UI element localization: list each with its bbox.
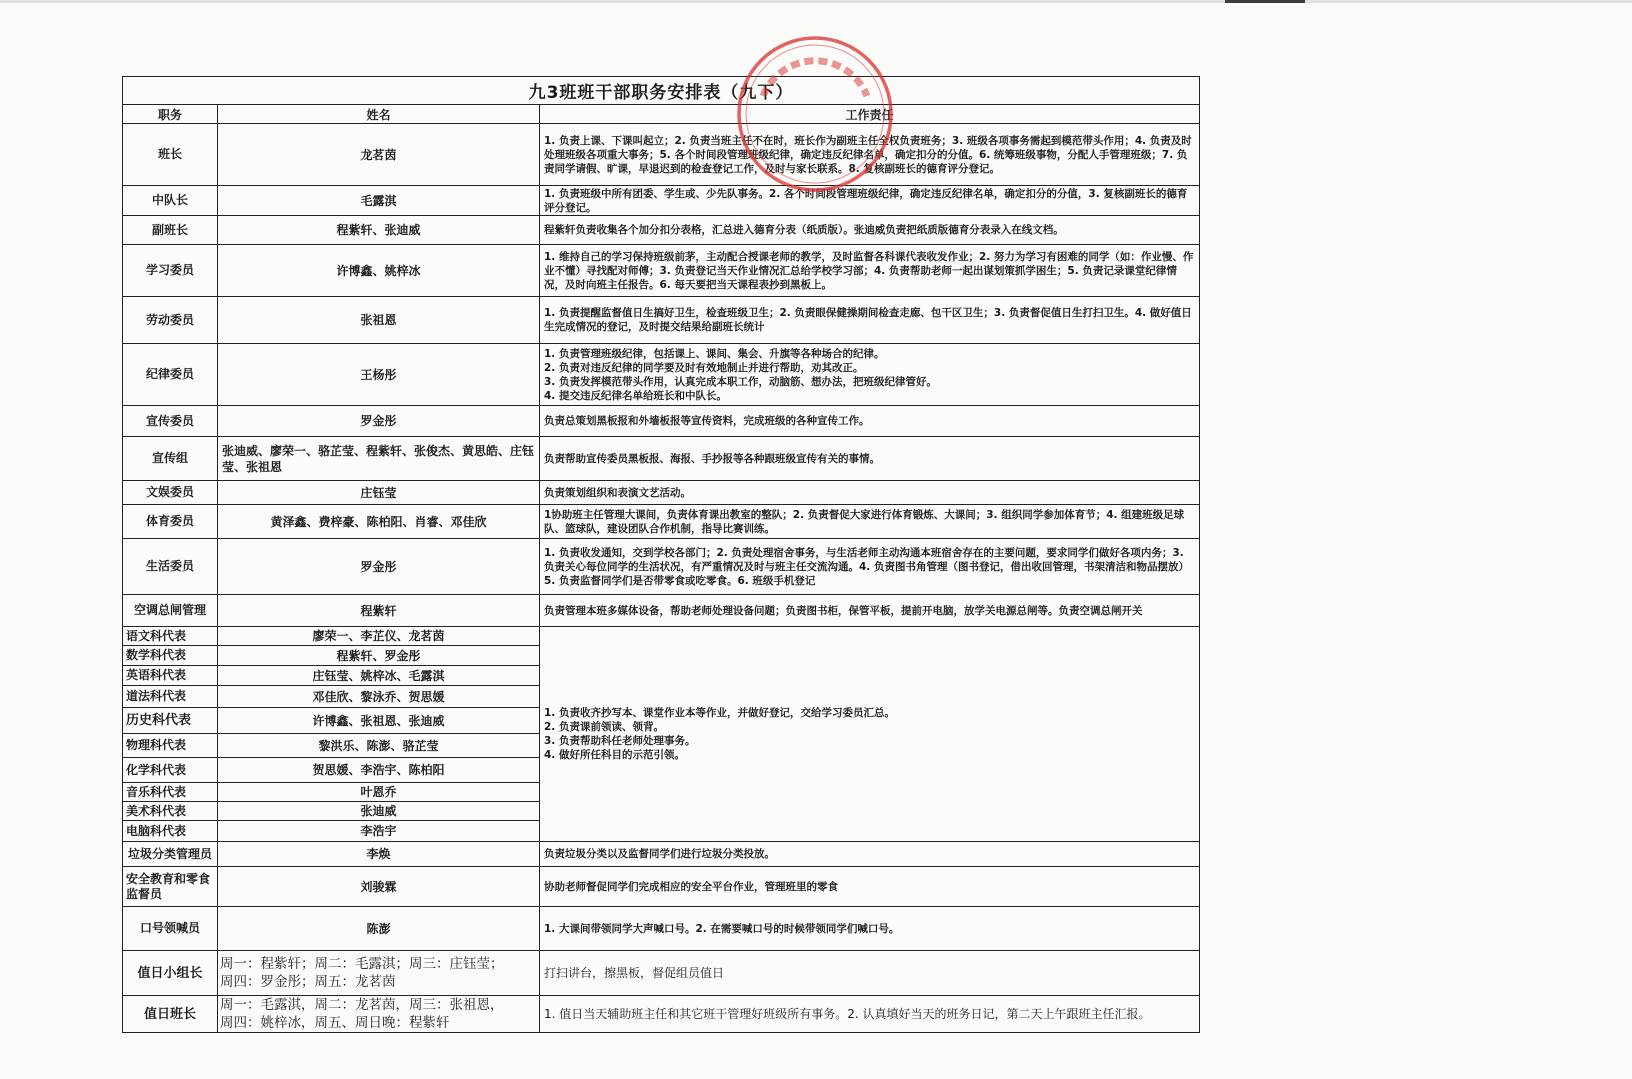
role-cell: 英语科代表 — [123, 666, 218, 686]
names-cell: 刘骏霖 — [218, 867, 540, 907]
names-cell: 邓佳欣、黎泳乔、贺思媛 — [218, 686, 540, 708]
header-row — [123, 105, 1200, 124]
role-cell: 劳动委员 — [123, 297, 218, 344]
duty-cell: 负责管理本班多媒体设备，帮助老师处理设备问题；负责图书柜，保管平板，提前开电脑，放学关电源总闸等。负责空调总闸开关 — [540, 595, 1200, 627]
duty-cell: 1. 维持自己的学习保持班级前茅，主动配合授课老师的教学，及时监督各科课代表收发作业；2. 努力为学习有困难的同学（如：作业慢、作业不懂）寻找配对师傅；3. 负责登记当天作业情况汇总给学校学习部；4. 负责帮助老师一起出谋划策抓学困生；5. 负责记录课堂纪律情况，及时向班主任报告。6. 每天要把当天课程表抄到黑板上。 — [540, 245, 1200, 297]
names-line: 周四：罗金彤；周五：龙茗茵 — [220, 974, 396, 990]
names-cell: 贺思媛、李浩宇、陈柏阳 — [218, 758, 540, 783]
duty-cell: 协助老师督促同学们完成相应的安全平台作业，管理班里的零食 — [540, 867, 1200, 907]
duty-cell: 负责帮助宣传委员黑板报、海报、手抄报等各种跟班级宣传有关的事情。 — [540, 437, 1200, 481]
table-row — [123, 297, 1200, 344]
role-cell: 值日小组长 — [123, 951, 218, 996]
role-cell: 化学科代表 — [123, 758, 218, 783]
names-cell: 许博鑫、张祖恩、张迪威 — [218, 708, 540, 734]
duty-line: 2. 负责课前领读、领背。 — [544, 721, 664, 733]
role-cell: 值日班长 — [123, 996, 218, 1033]
duty-cell: 1. 负责提醒监督值日生搞好卫生，检查班级卫生；2. 负责眼保健操期间检查走廊、包干区卫生；3. 负责督促值日生打扫卫生。4. 做好值日生完成情况的登记，及时提交结果给副班长统计 — [540, 297, 1200, 344]
table-row — [123, 539, 1200, 595]
table-row — [123, 842, 1200, 867]
duty-cell: 负责策划组织和表演文艺活动。 — [540, 481, 1200, 505]
duty-cell: 程紫轩负责收集各个加分扣分表格，汇总进入德育分表（纸质版）。张迪威负责把纸质版德育分表录入在线文档。 — [540, 216, 1200, 245]
table-row — [123, 124, 1200, 186]
table-row — [123, 951, 1200, 996]
duty-line: 1. 负责管理班级纪律，包括课上、课间、集会、升旗等各种场合的纪律。 — [544, 347, 885, 360]
header-duty: 工作责任 — [540, 105, 1200, 124]
names-line: 周四：姚梓冰，周五、周日晚：程紫轩 — [220, 1015, 450, 1031]
names-line: 周一：程紫轩；周二：毛露淇；周三：庄钰莹； — [220, 956, 504, 972]
role-cell: 安全教育和零食监督员 — [123, 867, 218, 907]
duty-line: 1. 负责收齐抄写本、课堂作业本等作业，并做好登记，交给学习委员汇总。 — [544, 707, 895, 719]
role-cell: 垃圾分类管理员 — [123, 842, 218, 867]
role-cell: 学习委员 — [123, 245, 218, 297]
duty-cell — [540, 344, 1200, 406]
table-row — [123, 996, 1200, 1033]
names-cell: 毛露淇 — [218, 186, 540, 216]
duty-cell: 1协助班主任管理大课间，负责体育课出教室的整队；2. 负责督促大家进行体育锻炼、大课间；3. 组织同学参加体育节；4. 组建班级足球队、篮球队，建设团队合作机制，指导比赛训练。 — [540, 505, 1200, 539]
names-cell: 罗金彤 — [218, 539, 540, 595]
duty-line: 2. 负责对违反纪律的同学要及时有效地制止并进行帮助，劝其改正。 — [544, 361, 864, 374]
duty-cell: 负责总策划黑板报和外墙板报等宣传资料，完成班级的各种宣传工作。 — [540, 406, 1200, 437]
duty-cell: 负责垃圾分类以及监督同学们进行垃圾分类投放。 — [540, 842, 1200, 867]
header-name: 姓名 — [218, 105, 540, 124]
names-cell: 罗金彤 — [218, 406, 540, 437]
role-cell: 体育委员 — [123, 505, 218, 539]
names-cell: 张迪威、廖荣一、骆芷莹、程紫轩、张俊杰、黄思皓、庄钰莹、张祖恩 — [218, 437, 540, 481]
duty-line: 3. 负责发挥模范带头作用，认真完成本职工作，动脑筋、想办法，把班级纪律管好。 — [544, 375, 937, 388]
header-role: 职务 — [123, 105, 218, 124]
names-cell: 黎洪乐、陈澎、骆芷莹 — [218, 734, 540, 758]
role-cell: 口号领喊员 — [123, 907, 218, 951]
names-cell: 许博鑫、姚梓冰 — [218, 245, 540, 297]
role-cell: 宣传委员 — [123, 406, 218, 437]
duty-cell: 1. 负责上课、下课叫起立；2. 负责当班主任不在时，班长作为副班主任全权负责班务；3. 班级各项事务需起到模范带头作用；4. 负责及时处理班级各项重大事务；5. 各个时间段管理班级纪律，确定违反纪律名单，确定扣分的分值。6. 统筹班级事物，分配人手管理班级；7. 负责同学请假、旷课，早退迟到的检查登记工作，及时与家长联系。8. 复核副班长的德育评分登记。 — [540, 124, 1200, 186]
duty-cell: 1. 大课间带领同学大声喊口号。2. 在需要喊口号的时候带领同学们喊口号。 — [540, 907, 1200, 951]
role-cell: 电脑科代表 — [123, 821, 218, 842]
role-cell: 语文科代表 — [123, 627, 218, 646]
role-cell: 纪律委员 — [123, 344, 218, 406]
names-cell: 陈澎 — [218, 907, 540, 951]
names-cell: 张祖恩 — [218, 297, 540, 344]
table-row — [123, 186, 1200, 216]
table-row — [123, 245, 1200, 297]
subject-reps-duty-cell — [540, 627, 1200, 842]
title-row — [123, 77, 1200, 105]
names-cell: 李焕 — [218, 842, 540, 867]
duty-line: 4. 做好所任科目的示范引领。 — [544, 749, 685, 761]
duty-cell: 打扫讲台，擦黑板，督促组员值日 — [540, 951, 1200, 996]
table-row — [123, 595, 1200, 627]
names-cell: 程紫轩、罗金彤 — [218, 646, 540, 666]
names-cell: 庄钰莹、姚梓冰、毛露淇 — [218, 666, 540, 686]
duty-cell: 1. 负责班级中所有团委、学生或、少先队事务。2. 各个时间段管理班级纪律，确定违反纪律名单，确定扣分的分值，3. 复核副班长的德育评分登记。 — [540, 186, 1200, 216]
duty-cell: 1. 负责收发通知，交到学校各部门；2. 负责处理宿舍事务，与生活老师主动沟通本班宿舍存在的主要问题，要求同学们做好各项内务；3. 负责关心每位同学的生活状况，有严重情况及时与班主任交流沟通。4. 负责图书角管理（图书登记，借出收回管理，书架清洁和物品摆放）5. 负责监督同学们是否带零食或吃零食。6. 班级手机登记 — [540, 539, 1200, 595]
duty-cell: 1. 值日当天辅助班主任和其它班干管理好班级所有事务。2. 认真填好当天的班务日记，第二天上午跟班主任汇报。 — [540, 996, 1200, 1033]
names-cell — [218, 951, 540, 996]
names-line: 周一：毛露淇，周二：龙茗茵，周三：张祖恩， — [220, 997, 504, 1013]
role-cell: 中队长 — [123, 186, 218, 216]
names-cell: 李浩宇 — [218, 821, 540, 842]
table-row — [123, 216, 1200, 245]
duty-table — [122, 76, 1200, 1033]
table-row — [123, 867, 1200, 907]
names-cell: 龙茗茵 — [218, 124, 540, 186]
role-cell: 宣传组 — [123, 437, 218, 481]
role-cell: 文娱委员 — [123, 481, 218, 505]
names-cell: 廖荣一、李芷仪、龙茗茵 — [218, 627, 540, 646]
names-cell: 王杨彤 — [218, 344, 540, 406]
names-cell: 程紫轩 — [218, 595, 540, 627]
names-cell: 张迪威 — [218, 802, 540, 821]
role-cell: 音乐科代表 — [123, 783, 218, 802]
names-cell: 叶恩乔 — [218, 783, 540, 802]
role-cell: 生活委员 — [123, 539, 218, 595]
role-cell: 道法科代表 — [123, 686, 218, 708]
role-cell: 班长 — [123, 124, 218, 186]
role-cell: 美术科代表 — [123, 802, 218, 821]
duty-line: 3. 负责帮助科任老师处理事务。 — [544, 735, 696, 747]
names-cell: 程紫轩、张迪威 — [218, 216, 540, 245]
table-row — [123, 907, 1200, 951]
role-cell: 历史科代表 — [123, 708, 218, 734]
duty-line: 4. 提交违反纪律名单给班长和中队长。 — [544, 389, 727, 402]
table-row — [123, 627, 1200, 646]
role-cell: 空调总闸管理 — [123, 595, 218, 627]
table-row — [123, 505, 1200, 539]
table-row — [123, 437, 1200, 481]
table-title: 九3班班干部职务安排表（九下） — [123, 77, 1200, 105]
table-row — [123, 481, 1200, 505]
role-cell: 数学科代表 — [123, 646, 218, 666]
role-cell: 物理科代表 — [123, 734, 218, 758]
table-row — [123, 406, 1200, 437]
role-cell: 副班长 — [123, 216, 218, 245]
names-cell: 庄钰莹 — [218, 481, 540, 505]
names-cell — [218, 996, 540, 1033]
names-cell: 黄泽鑫、费梓豪、陈柏阳、肖睿、邓佳欣 — [218, 505, 540, 539]
table-row — [123, 344, 1200, 406]
